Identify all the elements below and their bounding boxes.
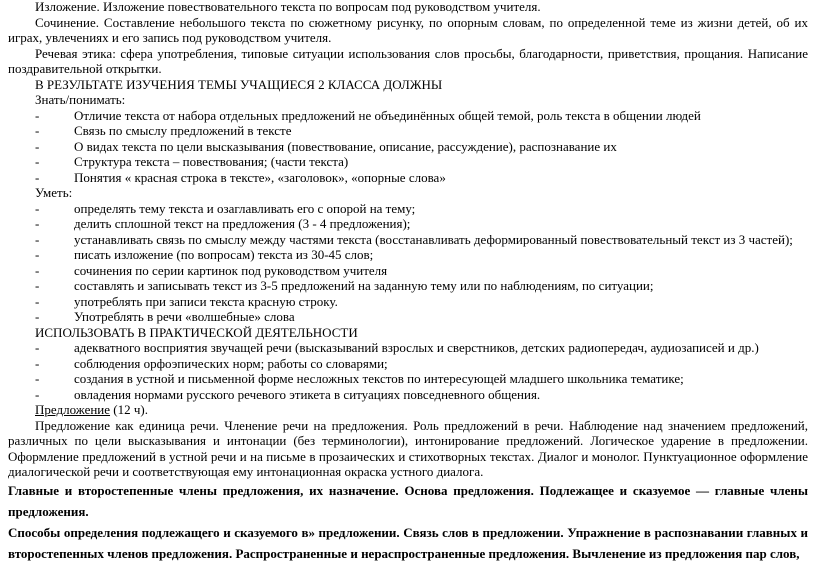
- list-item: - Понятия « красная строка в тексте», «заголовок», «опорные слова»: [35, 169, 446, 185]
- paragraph-sochinenie: Сочинение. Составление небольшого текста по сюжетному рисунку, по опорным словам, по определенной теме из жизни детей, об их играх, увлечениях и его запись под руководством учителя.: [8, 14, 808, 45]
- use-list: [8, 340, 808, 402]
- paragraph-izlozhenie: Изложение. Изложение повествовательного текста по вопросам под руководством учителя.: [35, 0, 541, 14]
- know-heading: Знать/понимать:: [35, 92, 126, 107]
- list-item: - сочинения по серии картинок под руководством учителя: [35, 262, 388, 278]
- list-item: - О видах текста по цели высказывания (повествование, описание, рассуждение), распознавание их: [35, 138, 617, 154]
- list-item: - Структура текста – повествования; (части текста): [35, 154, 349, 169]
- predlozhenie-heading: [8, 402, 808, 418]
- able-list: [8, 201, 808, 325]
- able-heading: Уметь:: [35, 185, 73, 200]
- predlozhenie-title: Предложение: [35, 402, 111, 417]
- list-item: - создания в устной и письменной форме несложных текстов по интересующей младшего школьника тематике;: [35, 371, 684, 386]
- bold-paragraph: Способы определения подлежащего и сказуемого в» предложении. Связь слов в предложении. Упражнение в распознавании главных и второстепенных членов предложения. Распространенные и нераспространенные предложения. Вычленение из предложения пар слов,: [8, 524, 808, 561]
- predlozhenie-hours: (12 ч).: [110, 402, 148, 417]
- list-item: - соблюдения орфоэпических норм; работы со словарями;: [35, 355, 388, 371]
- list-item: - писать изложение (по вопросам) текста из 30-45 слов;: [35, 247, 374, 262]
- list-item: - Употреблять в речи «волшебные» слова: [35, 309, 295, 324]
- know-list: [8, 108, 808, 186]
- paragraph-etika: Речевая этика: сфера употребления, типовые ситуации использования слов просьбы, благодарности, приветствия, прощания. Написание поздравительной открытки.: [8, 45, 808, 76]
- paragraph-predlozhenie: Предложение как единица речи. Членение речи на предложения. Роль предложений в речи. Наблюдение над значением предложений, различных по цели высказывания и интонации (без терминологии), интонирование предложений. Логическое ударение в предложении. Оформление предложений в устной речи и на письме в прозаических и стихотворных текстах. Диалог и монолог. Пунктуационное оформление диалогической речи и соответствующая ему интонационная окраска устного диалога.: [8, 417, 808, 479]
- list-item: - Отличие текста от набора отдельных предложений не объединённых общей темой, роль текста в общении людей: [35, 107, 701, 123]
- list-item: - Связь по смыслу предложений в тексте: [35, 123, 292, 138]
- list-item: - составлять и записывать текст из 3-5 предложений на заданную тему или по наблюдениям, по ситуации;: [35, 278, 654, 293]
- list-item: - адекватного восприятия звучащей речи (высказываний взрослых и сверстников, детских радиопередач, аудиозаписей и др.): [35, 340, 759, 355]
- list-item: - устанавливать связь по смыслу между частями текста (восстанавливать деформированный повествовательный текст из 3 частей);: [35, 231, 793, 247]
- list-item: - овладения нормами русского речевого этикета в ситуациях повседневного общения.: [35, 386, 541, 402]
- list-item: - употреблять при записи текста красную строку.: [35, 293, 338, 309]
- list-item: - делить сплошной текст на предложения (3 - 4 предложения);: [35, 216, 411, 231]
- result-heading: В РЕЗУЛЬТАТЕ ИЗУЧЕНИЯ ТЕМЫ УЧАЩИЕСЯ 2 КЛАССА ДОЛЖНЫ: [35, 76, 443, 92]
- list-item: - определять тему текста и озаглавливать его с опорой на тему;: [35, 200, 416, 216]
- bold-paragraph: Главные и второстепенные члены предложения, их назначение. Основа предложения. Подлежащее и сказуемое — главные члены предложения.: [8, 482, 808, 519]
- use-heading: ИСПОЛЬЗОВАТЬ В ПРАКТИЧЕСКОЙ ДЕЯТЕЛЬНОСТИ: [35, 324, 358, 340]
